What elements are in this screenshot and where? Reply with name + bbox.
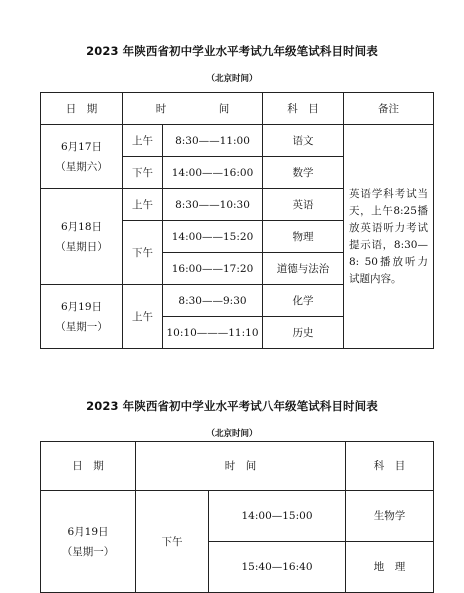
period-cell: 下午 (136, 491, 209, 593)
time-cell: 14:00—15:00 (209, 491, 346, 542)
period-cell: 上午 (123, 285, 163, 349)
table-row (41, 125, 434, 157)
note-cell (344, 125, 434, 349)
time-cell: 10:10———11:10 (163, 317, 263, 349)
weekday: （星期一） (55, 320, 108, 333)
subject-cell: 物理 (263, 221, 344, 253)
header-date: 日 期 (41, 93, 123, 125)
table-header-row (41, 442, 434, 491)
period-cell: 上午 (123, 125, 163, 157)
table1-title: 2023 年陕西省初中学业水平考试九年级笔试科目时间表 (86, 44, 378, 58)
subject-cell: 历史 (263, 317, 344, 349)
subject-cell: 语文 (263, 125, 344, 157)
subject-cell: 英语 (263, 189, 344, 221)
date-cell (41, 189, 123, 285)
header-time: 时 间 (123, 93, 263, 125)
weekday: （星期一） (61, 545, 115, 558)
date: 6月17日 (60, 140, 103, 153)
header-subject: 科 目 (263, 93, 344, 125)
table-header-row (41, 93, 434, 125)
subject-cell: 道德与法治 (263, 253, 344, 285)
time-cell: 15:40—16:40 (209, 542, 346, 593)
date: 6月18日 (60, 220, 103, 233)
time-cell: 8:30——11:00 (163, 125, 263, 157)
weekday: （星期日） (55, 240, 108, 253)
table-row (41, 491, 434, 542)
date-cell (41, 491, 136, 593)
note-text: 英语学科考试当天，上午8:25播放英语听力考试提示语，8:30—8: 50播放听力试题内容。 (349, 187, 428, 285)
date: 6月19日 (67, 525, 109, 538)
subject-cell: 数学 (263, 157, 344, 189)
time-cell: 8:30——10:30 (163, 189, 263, 221)
header-date: 日 期 (41, 442, 136, 491)
period-cell: 下午 (123, 221, 163, 285)
date: 6月19日 (60, 300, 103, 313)
table1-subtitle: （北京时间） (206, 74, 258, 84)
period-cell: 上午 (123, 189, 163, 221)
header-note: 备注 (344, 93, 434, 125)
subject-cell: 地 理 (346, 542, 434, 593)
header-time: 时 间 (136, 442, 346, 491)
grade8-schedule-table (40, 441, 434, 593)
table2-subtitle: （北京时间） (206, 429, 258, 439)
weekday: （星期六） (55, 160, 108, 173)
header-subject: 科 目 (346, 442, 434, 491)
subject-cell: 化学 (263, 285, 344, 317)
time-cell: 16:00——17:20 (163, 253, 263, 285)
time-cell: 14:00——16:00 (163, 157, 263, 189)
table2-title: 2023 年陕西省初中学业水平考试八年级笔试科目时间表 (86, 399, 378, 413)
period-cell: 下午 (123, 157, 163, 189)
date-cell (41, 125, 123, 189)
grade9-schedule-table (40, 92, 434, 349)
subject-cell: 生物学 (346, 491, 434, 542)
time-cell: 8:30——9:30 (163, 285, 263, 317)
date-cell (41, 285, 123, 349)
time-cell: 14:00——15:20 (163, 221, 263, 253)
